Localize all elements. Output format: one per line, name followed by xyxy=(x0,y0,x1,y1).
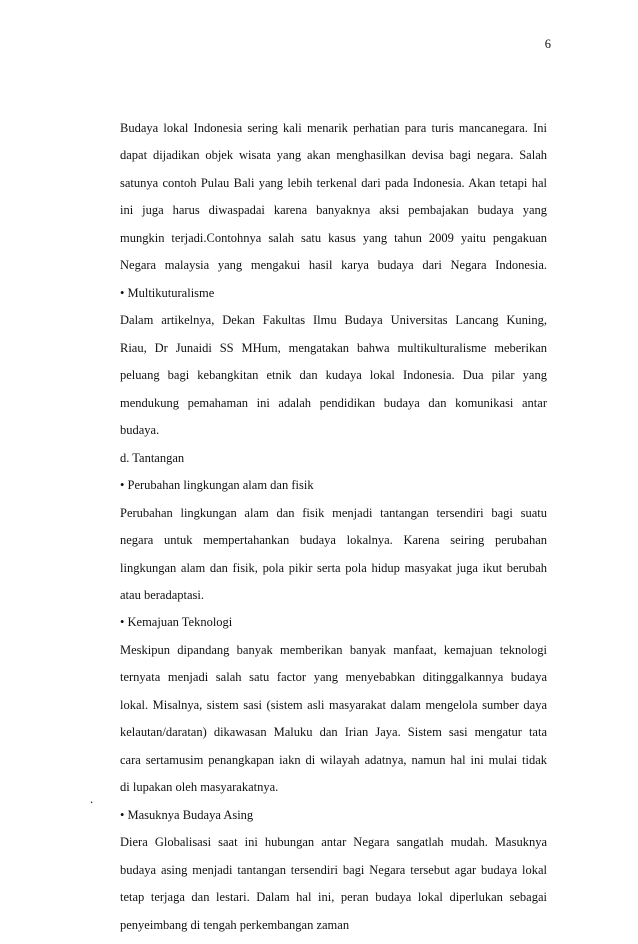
page-number: 6 xyxy=(544,37,551,51)
text-line: • Perubahan lingkungan alam dan fisik xyxy=(120,478,314,493)
text-line: Negara malaysia yang mengakui hasil karya budaya dari Negara Indonesia. xyxy=(120,258,547,273)
text-line: Perubahan lingkungan alam dan fisik menjadi tantangan tersendiri bagi suatu xyxy=(120,505,547,520)
text-line: tetap terjaga dan lestari. Dalam hal ini, peran budaya lokal diperlukan sebagai xyxy=(120,890,547,905)
text-line: satunya contoh Pulau Bali yang lebih terkenal dari pada Indonesia. Akan tetapi hal xyxy=(120,175,547,190)
text-line: di lupakan oleh masyarakatnya. xyxy=(120,780,279,795)
text-line: ternyata menjadi salah satu factor yang menyebabkan ditinggalkannya budaya xyxy=(120,670,547,685)
text-line: negara untuk mempertahankan budaya lokalnya. Karena seiring perubahan xyxy=(120,533,547,548)
text-line: • Kemajuan Teknologi xyxy=(120,615,233,630)
text-line: d. Tantangan xyxy=(120,450,185,465)
text-line: budaya asing menjadi tantangan tersendiri bagi Negara tersebut agar budaya lokal xyxy=(120,862,547,877)
text-line: • Multikuturalisme xyxy=(120,285,215,300)
text-line: Budaya lokal Indonesia sering kali menarik perhatian para turis mancanegara. Ini xyxy=(120,121,547,135)
text-line: lingkungan alam dan fisik, pola pikir serta pola hidup masyakat juga ikut berubah xyxy=(120,560,547,575)
text-line: budaya. xyxy=(120,423,160,438)
text-line: lokal. Misalnya, sistem sasi (sistem asli masyarakat dalam mengelola sumber daya xyxy=(120,697,547,712)
text-line: ini juga harus diwaspadai karena banyaknya aksi pembajakan budaya yang xyxy=(120,203,547,218)
text-line: Riau, Dr Junaidi SS MHum, mengatakan bahwa multikulturalisme meberikan xyxy=(120,340,547,355)
text-line: Dalam artikelnya, Dekan Fakultas Ilmu Budaya Universitas Lancang Kuning, xyxy=(120,313,547,328)
text-line: kelautan/daratan) dikawasan Maluku dan Irian Jaya. Sistem sasi mengatur tata xyxy=(120,725,547,740)
body-text xyxy=(120,120,547,944)
text-line: mendukung pemahaman ini adalah pendidikan budaya dan komunikasi antar xyxy=(120,395,547,410)
text-line: cara sertamusim penangkapan iakn di wilayah adatnya, namun hal ini mulai tidak xyxy=(120,752,547,767)
text-line: peluang bagi kebangkitan etnik dan kudaya lokal Indonesia. Dua pilar yang xyxy=(120,368,547,383)
text-line: Diera Globalisasi saat ini hubungan antar Negara sangatlah mudah. Masuknya xyxy=(120,835,547,850)
text-line: atau beradaptasi. xyxy=(120,587,204,602)
text-line: penyeimbang di tengah perkembangan zaman xyxy=(120,917,350,932)
text-line: Meskipun dipandang banyak memberikan banyak manfaat, kemajuan teknologi xyxy=(120,642,547,657)
text-line: mungkin terjadi.Contohnya salah satu kasus yang tahun 2009 yaitu pengakuan xyxy=(120,230,547,245)
stray-mark: . xyxy=(90,792,94,806)
text-line: dapat dijadikan objek wisata yang akan menghasilkan devisa bagi negara. Salah xyxy=(120,148,547,163)
text-line: • Masuknya Budaya Asing xyxy=(120,807,254,822)
